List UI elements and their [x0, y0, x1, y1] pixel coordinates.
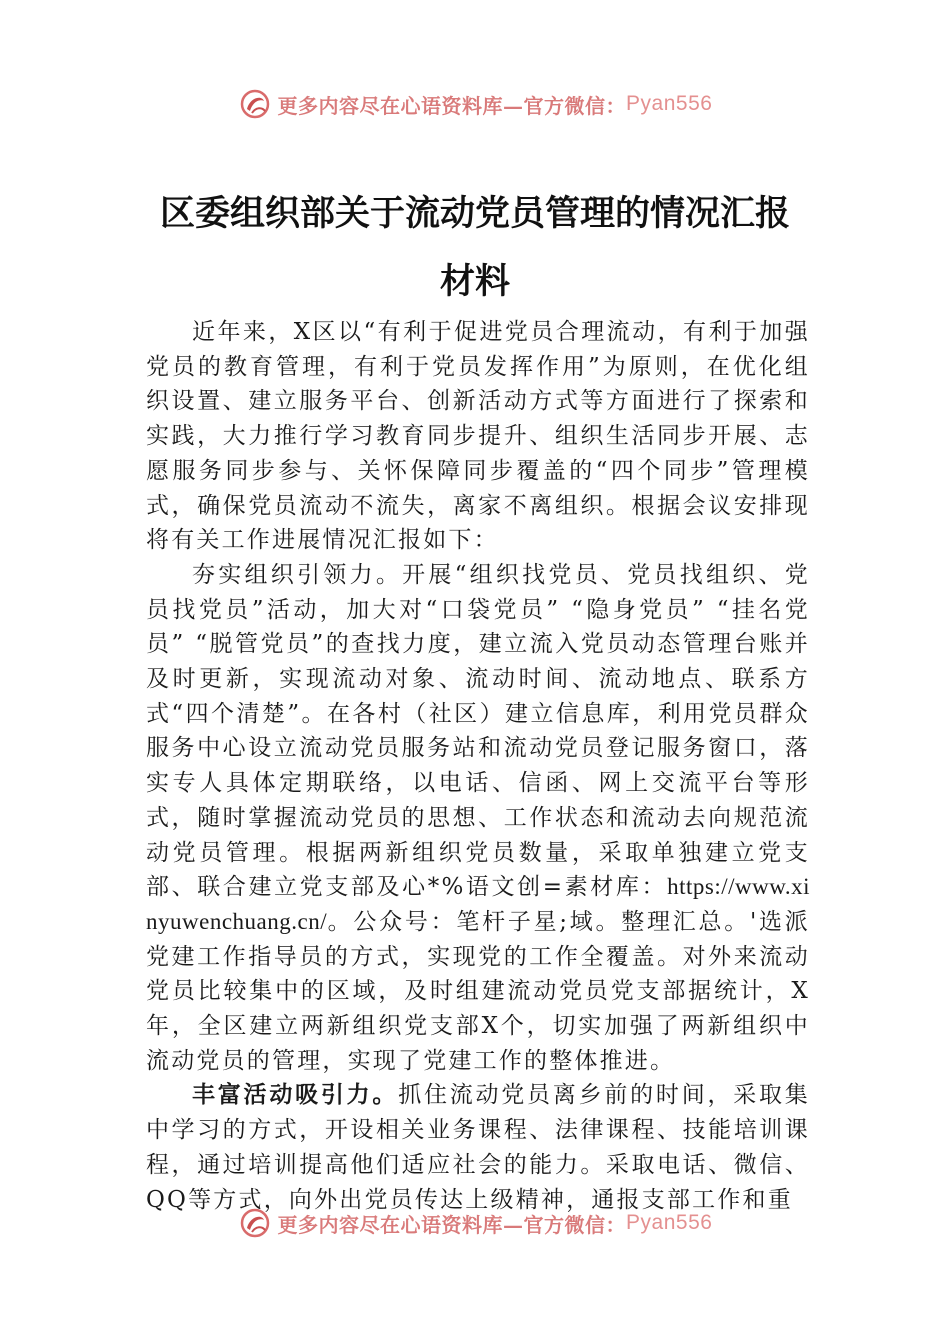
paragraph-organization-text: 夯实组织引领力。开展“组织找党员、党员找组织、党员找党员”活动，加大对“口袋党员” “隐身党员” “挂名党员” “脱管党员”的查找力度，建立流入党员动态管理台账并及时更新，实现流动对象、流动时间、流动地点、联系方式“四个清楚”。在各村（社区）建立信息库，利用党员群众服务中心设立流动党员服务站和流动党员登记服务窗口，落实专人具体定期联络，以电话、信函、网上交流平台等形式，随时掌握流动党员的思想、工作状态和流动去向规范流动党员管理。根据两新组织党员数量，采取单独建立党支部、联合建立党支部及心*%语文创=素材库：	[146, 561, 810, 901]
watermark-banner-bottom	[0, 1203, 950, 1243]
watermark-banner-top	[0, 84, 950, 124]
watermark-wechat: Pyan556	[626, 92, 713, 115]
document-title-line2: 材料	[439, 261, 510, 302]
source-url: https://www.xinyuwenchuang.cn/	[146, 874, 810, 934]
red-swirl-logo-icon	[238, 1206, 272, 1240]
paragraph-organization-rest: 。公众号：笔杆子星;域。整理汇总。'选派党建工作指导员的方式，实现党的工作全覆盖。对外来流动党员比较集中的区域，及时组建流动党员党支部据统计，X年，全区建立两新组织党支部X个，切实加强了两新组织中流动党员的管理，实现了党建工作的整体推进。	[146, 908, 810, 1074]
document-body	[146, 315, 810, 1217]
paragraph-activities-heading: 丰富活动吸引力。	[192, 1081, 399, 1109]
paragraph-activities-text: 抓住流动党员离乡前的时间，采取集中学习的方式，开设相关业务课程、法律课程、技能培训课程，通过培训提高他们适应社会的能力。采取电话、微信、QQ等方式，向外出党员传达上级精神，通报支部工作和重	[146, 1082, 810, 1213]
watermark-text: 更多内容尽在心语资料库—官方微信：	[277, 93, 627, 118]
watermark-wechat: Pyan556	[626, 1211, 713, 1234]
paragraph-activities	[146, 1078, 810, 1217]
document-title-line1: 区委组织部关于流动党员管理的情况汇报	[159, 193, 790, 234]
red-swirl-logo-icon	[238, 87, 272, 121]
watermark-text: 更多内容尽在心语资料库—官方微信：	[277, 1212, 627, 1237]
paragraph-organization	[146, 558, 810, 1079]
paragraph-intro: 近年来，X区以“有利于促进党员合理流动，有利于加强党员的教育管理，有利于党员发挥作用”为原则，在优化组织设置、建立服务平台、创新活动方式等方面进行了探索和实践，大力推行学习教育同步提升、组织生活同步开展、志愿服务同步参与、关怀保障同步覆盖的“四个同步”管理模式，确保党员流动不流失，离家不离组织。根据会议安排现将有关工作进展情况汇报如下：	[146, 319, 810, 554]
